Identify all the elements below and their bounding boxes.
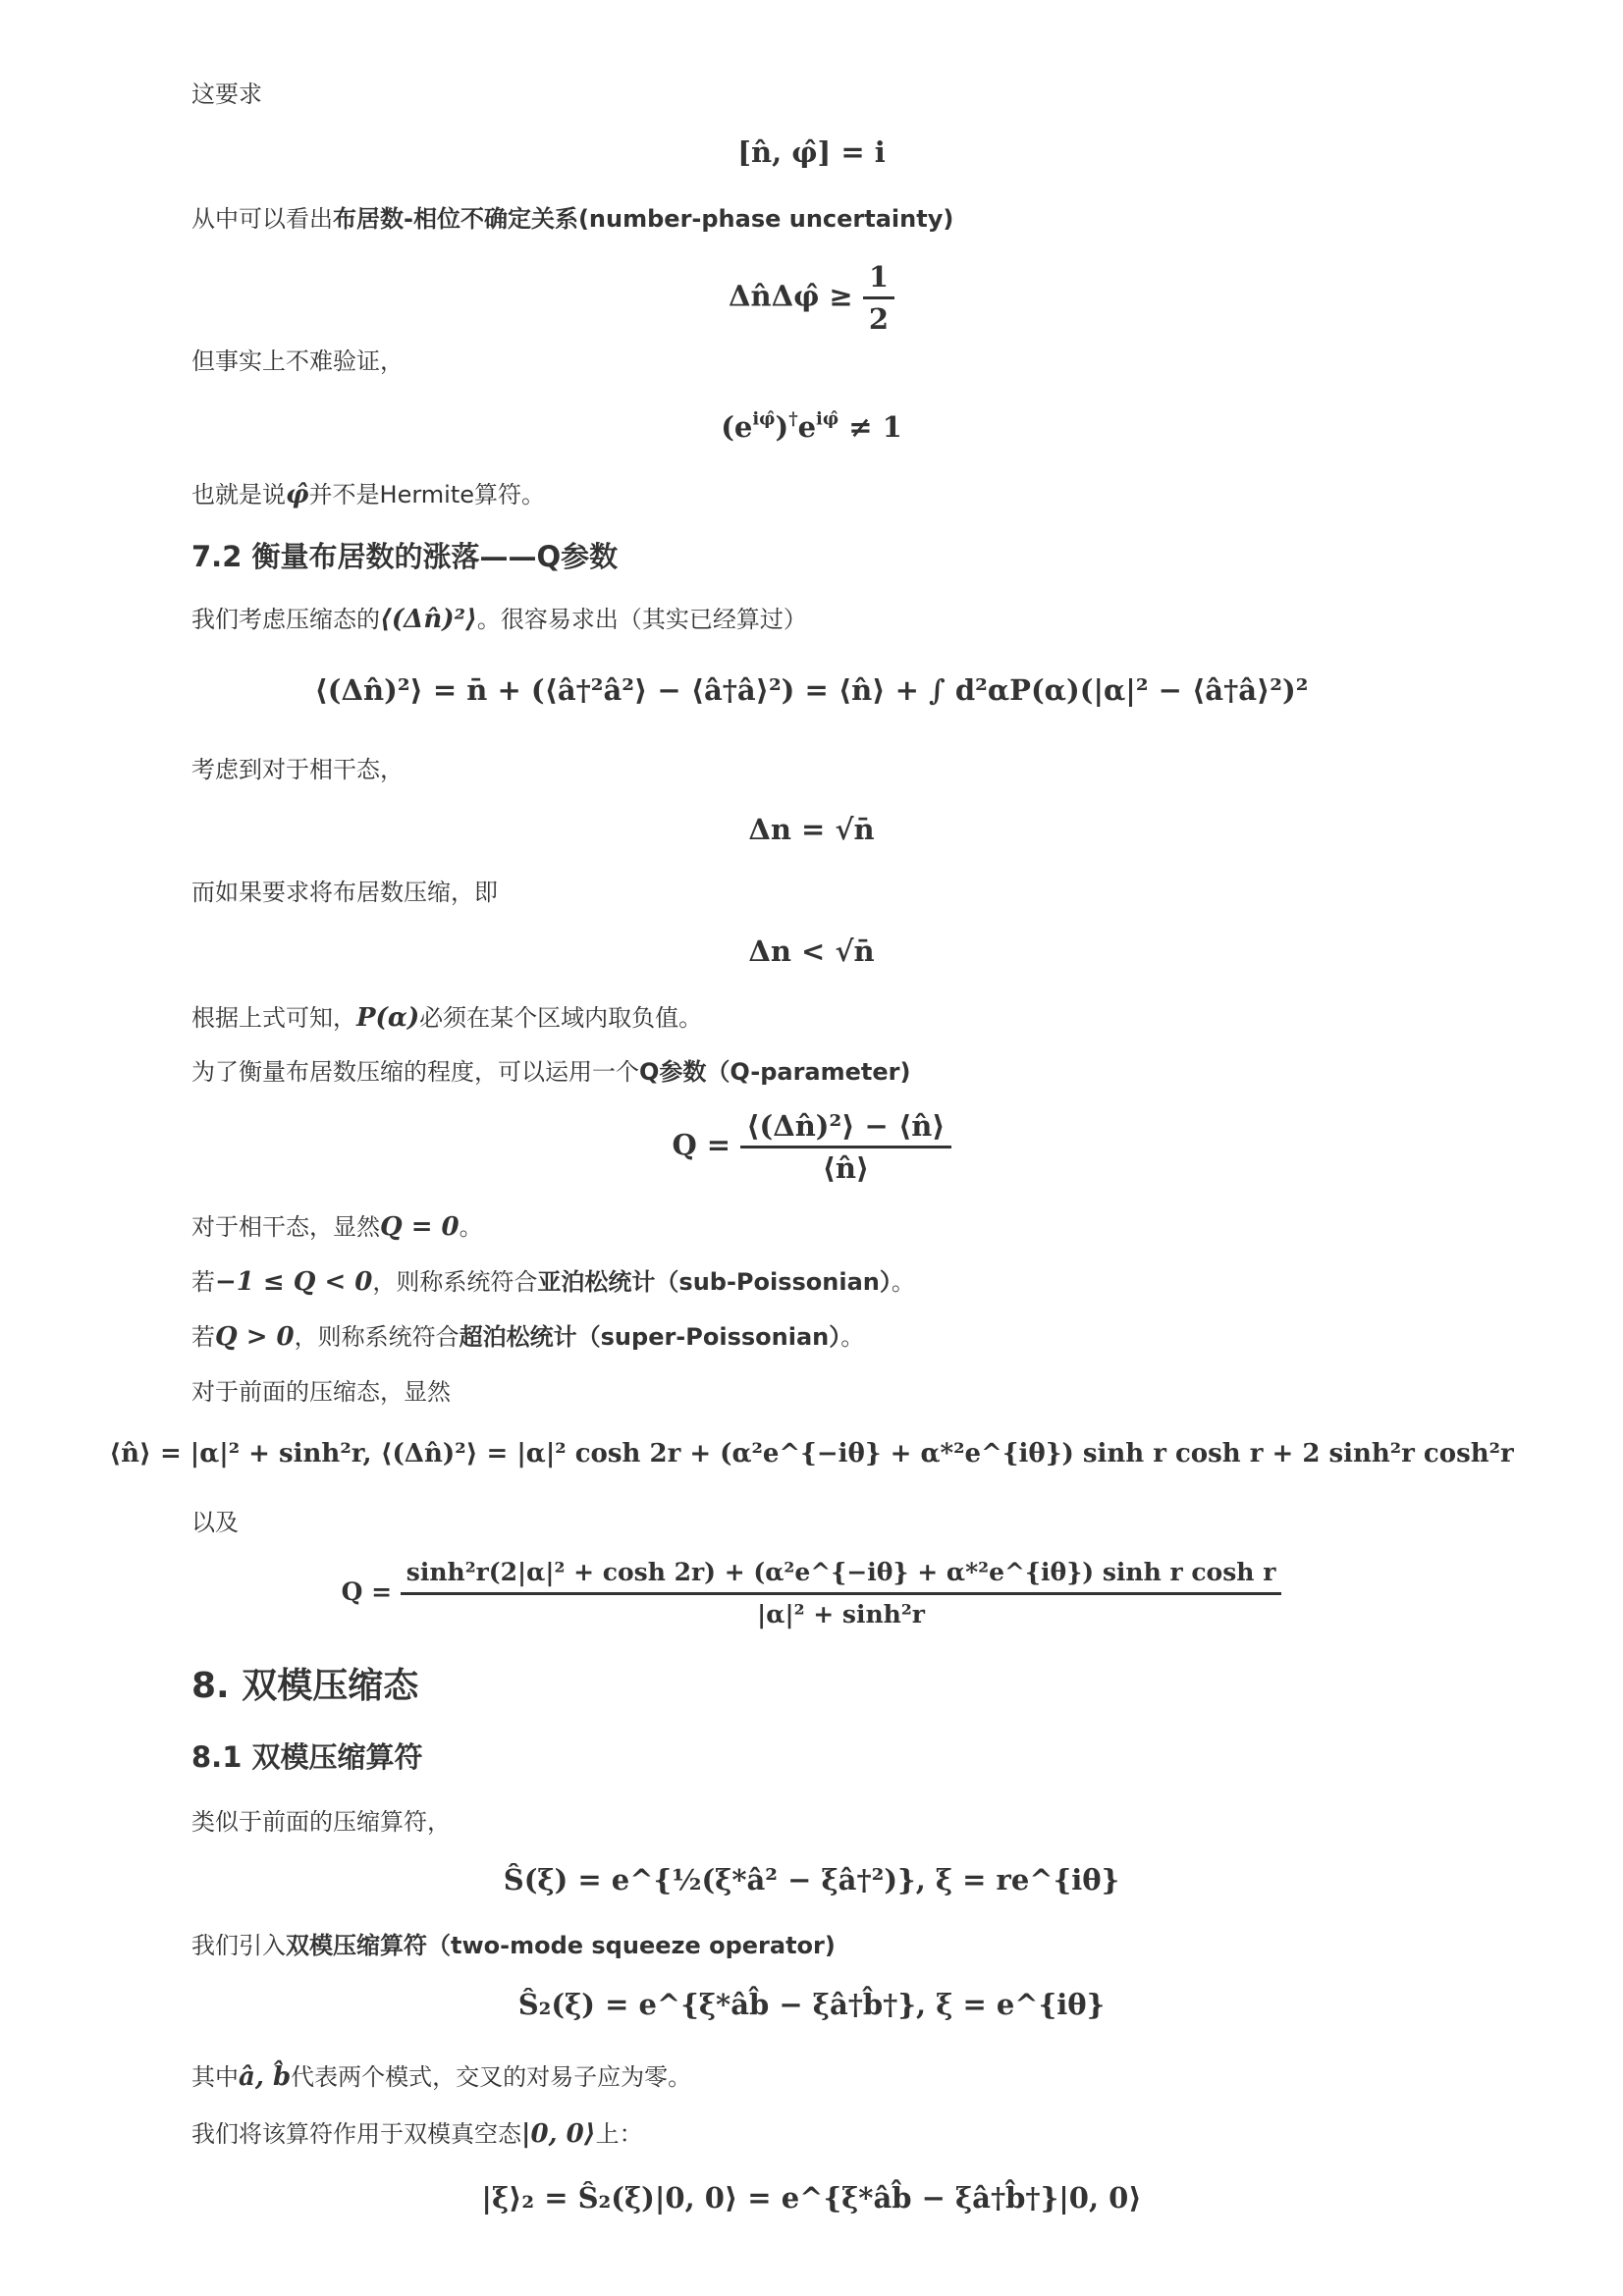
- equation-two-mode-state: |ξ⟩₂ = Ŝ₂(ξ)|0, 0⟩ = e^{ξ*âb̂ − ξâ†b̂†}|0, 0⟩: [481, 2181, 1142, 2215]
- paragraph: 从中可以看出布居数-相位不确定关系(number-phase uncertainty): [191, 205, 954, 233]
- equation-non-unitary: $(e^{i\varphî})^\dagger e^{i\varphî} \ne 1$: [721, 408, 902, 444]
- paragraph: 对于相干态，显然Q = 0。: [191, 1212, 483, 1242]
- fraction: $\frac{1}{2}$: [863, 257, 894, 339]
- paragraph: 考虑到对于相干态，: [191, 756, 404, 783]
- fraction: $\frac{\text{⟨(Δn̂)²⟩ − ⟨n̂⟩}}{⟨n̂⟩}$: [740, 1106, 950, 1188]
- paragraph: 类似于前面的压缩算符，: [191, 1808, 451, 1836]
- inline-math: |0, 0⟩: [521, 2119, 596, 2149]
- paragraph: 但事实上不难验证，: [191, 347, 404, 375]
- inline-math: P(α): [356, 1003, 420, 1033]
- paragraph: 对于前面的压缩态，显然: [191, 1378, 451, 1406]
- paragraph: 根据上式可知，P(α)必须在某个区域内取负值。: [191, 1003, 703, 1033]
- bold-term: 亚泊松统计（sub-Poissonian）: [537, 1268, 892, 1296]
- bold-term: 布居数-相位不确定关系(number-phase uncertainty): [333, 205, 954, 233]
- bold-term: 超泊松统计（super-Poissonian）: [459, 1323, 841, 1351]
- section-heading-8: 8. 双模压缩态: [191, 1666, 419, 1706]
- section-heading-8-1: 8.1 双模压缩算符: [191, 1740, 423, 1774]
- paragraph: 以及: [191, 1509, 239, 1536]
- equation-squeezed-dn: Δn < √n̄: [748, 934, 875, 968]
- fraction: sinh²r(2|α|² + cosh 2r) + (α²e^{−iθ} + α*²e^{iθ}) sinh r cosh r |α|² + sinh²r: [401, 1553, 1282, 1634]
- equation-squeeze-operator: Ŝ(ξ) = e^{½(ξ*â² − ξâ†²)}, ξ = re^{iθ}: [503, 1863, 1120, 1896]
- bold-term: Q参数（Q-parameter): [639, 1058, 911, 1086]
- equation-uncertainty: Δn̂Δφ̂ ≥ $\frac{1}{2}$: [0, 257, 1623, 339]
- paragraph: 其中â, b̂代表两个模式，交叉的对易子应为零。: [191, 2062, 692, 2092]
- paragraph: 若−1 ≤ Q < 0，则称系统符合亚泊松统计（sub-Poissonian）。: [191, 1267, 915, 1297]
- paragraph: 而如果要求将布居数压缩，即: [191, 879, 498, 906]
- inline-math: −1 ≤ Q < 0: [215, 1267, 373, 1297]
- inline-math: φ̂: [286, 480, 309, 509]
- equation-q-squeezed: Q = sinh²r(2|α|² + cosh 2r) + (α²e^{−iθ} + α*²e^{iθ}) sinh r cosh r |α|² + sinh²r: [0, 1553, 1623, 1634]
- equation-commutator: [n̂, φ̂] = i: [737, 135, 886, 169]
- section-heading-7-2: 7.2 衡量布居数的涨落——Q参数: [191, 540, 619, 573]
- paragraph: 我们考虑压缩态的⟨(Δn̂)²⟩。很容易求出（其实已经算过）: [191, 605, 807, 634]
- inline-math: Q = 0: [380, 1212, 460, 1242]
- inline-math: ⟨(Δn̂)²⟩: [380, 605, 477, 634]
- paragraph: 为了衡量布居数压缩的程度，可以运用一个Q参数（Q-parameter): [191, 1058, 911, 1086]
- bold-term: 双模压缩算符（two-mode squeeze operator): [286, 1932, 836, 1959]
- paragraph: 我们将该算符作用于双模真空态|0, 0⟩上：: [191, 2119, 643, 2149]
- equation-variance: ⟨(Δn̂)²⟩ = n̄ + (⟨â†²â²⟩ − ⟨â†â⟩²) = ⟨n̂⟩ + ∫ d²αP(α)(|α|² − ⟨â†â⟩²)²: [314, 673, 1309, 707]
- inline-math: Q > 0: [215, 1322, 295, 1352]
- paragraph: 这要求: [191, 80, 262, 108]
- equation-coherent-dn: Δn = √n̄: [748, 813, 875, 846]
- inline-math: â, b̂: [239, 2062, 292, 2092]
- equation-two-mode-operator: Ŝ₂(ξ) = e^{ξ*âb̂ − ξâ†b̂†}, ξ = e^{iθ}: [517, 1988, 1106, 2021]
- equation-q-parameter: Q = $\frac{\text{⟨(Δn̂)²⟩ − ⟨n̂⟩}}{⟨n̂⟩}$: [0, 1106, 1623, 1188]
- paragraph: 我们引入双模压缩算符（two-mode squeeze operator): [191, 1932, 836, 1959]
- paragraph: 若Q > 0，则称系统符合超泊松统计（super-Poissonian）。: [191, 1322, 865, 1352]
- paragraph: 也就是说φ̂并不是Hermite算符。: [191, 480, 546, 509]
- equation-squeezed-moments: ⟨n̂⟩ = |α|² + sinh²r, ⟨(Δn̂)²⟩ = |α|² cosh 2r + (α²e^{−iθ} + α*²e^{iθ}) sinh r cosh r + 2 sinh²r cosh²r: [109, 1439, 1514, 1468]
